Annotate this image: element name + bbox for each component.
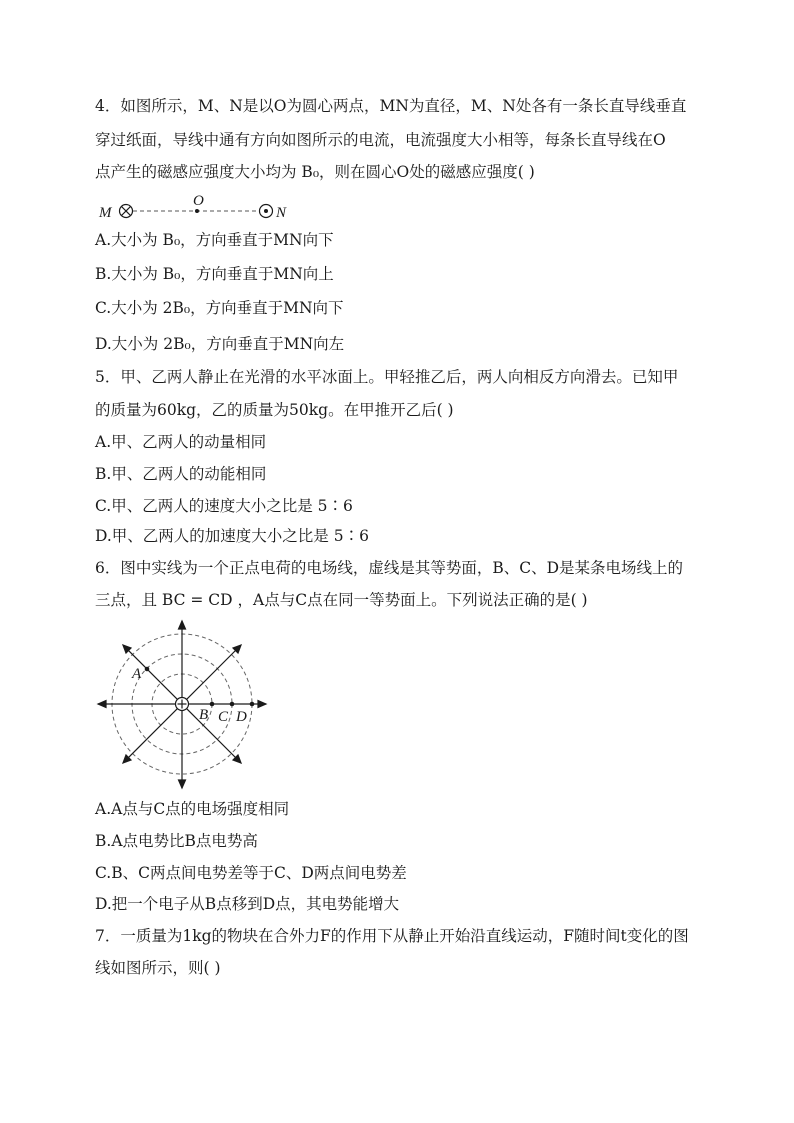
q6-point-b bbox=[210, 702, 215, 707]
q4-option-d[interactable]: D.大小为 2B₀，方向垂直于MN向左 bbox=[95, 335, 345, 353]
q4-center-point bbox=[195, 209, 199, 213]
q4-option-b[interactable]: B.大小为 B₀，方向垂直于MN向上 bbox=[95, 265, 334, 283]
q5-stem-line-2: 的质量为60kg，乙的质量为50kg。在甲推开乙后( ) bbox=[95, 401, 454, 419]
q6-fig-label-a: A bbox=[132, 666, 142, 682]
q4-stem-line-2: 穿过纸面，导线中通有方向如图所示的电流，电流强度大小相等，每条长直导线在O bbox=[95, 131, 666, 149]
q5-option-c[interactable]: C.甲、乙两人的速度大小之比是 5∶6 bbox=[95, 497, 353, 515]
q6-option-a[interactable]: A.A点与C点的电场强度相同 bbox=[95, 800, 290, 818]
q4-fig-label-m: M bbox=[99, 205, 112, 221]
q6-positive-charge-icon bbox=[176, 698, 189, 711]
q7-stem-line-2: 线如图所示，则( ) bbox=[95, 959, 221, 977]
q4-fig-label-o: O bbox=[193, 193, 204, 209]
q6-fig-label-d: D bbox=[236, 709, 247, 725]
q4-figure bbox=[95, 192, 295, 224]
q5-stem-line-1: 5．甲、乙两人静止在光滑的水平冰面上。甲轻推乙后，两人向相反方向滑去。已知甲 bbox=[95, 368, 679, 386]
q4-current-out-of-page-icon bbox=[260, 205, 273, 218]
q4-stem-line-1: 4．如图所示，M、N是以O为圆心两点，MN为直径，M、N处各有一条长直导线垂直 bbox=[95, 97, 687, 115]
q6-fig-label-c: C bbox=[218, 709, 229, 725]
q6-option-b[interactable]: B.A点电势比B点电势高 bbox=[95, 832, 258, 850]
q6-fig-label-b: B bbox=[199, 707, 209, 723]
q5-option-a[interactable]: A.甲、乙两人的动量相同 bbox=[95, 433, 267, 451]
q6-stem-line-2: 三点，且 BC = CD ，A点与C点在同一等势面上。下列说法正确的是( ) bbox=[95, 591, 588, 609]
q4-option-a[interactable]: A.大小为 B₀，方向垂直于MN向下 bbox=[95, 231, 334, 249]
q6-point-a bbox=[145, 667, 150, 672]
q6-stem-line-1: 6．图中实线为一个正点电荷的电场线，虚线是其等势面，B、C、D是某条电场线上的 bbox=[95, 559, 684, 577]
q4-stem-line-3: 点产生的磁感应强度大小均为 B₀，则在圆心O处的磁感应强度( ) bbox=[95, 163, 535, 181]
q7-stem-line-1: 7．一质量为1kg的物块在合外力F的作用下从静止开始沿直线运动，F随时间t变化的图 bbox=[95, 927, 689, 945]
q6-electric-field-figure bbox=[95, 618, 270, 790]
q6-point-d bbox=[250, 702, 255, 707]
q6-point-c bbox=[230, 702, 235, 707]
q4-option-c[interactable]: C.大小为 2B₀，方向垂直于MN向下 bbox=[95, 299, 344, 317]
q6-option-d[interactable]: D.把一个电子从B点移到D点，其电势能增大 bbox=[95, 895, 400, 913]
q5-option-d[interactable]: D.甲、乙两人的加速度大小之比是 5∶6 bbox=[95, 527, 369, 545]
q4-current-into-page-icon bbox=[120, 205, 133, 218]
q5-option-b[interactable]: B.甲、乙两人的动能相同 bbox=[95, 465, 267, 483]
q4-fig-label-n: N bbox=[276, 205, 287, 221]
q6-option-c[interactable]: C.B、C两点间电势差等于C、D两点间电势差 bbox=[95, 864, 407, 882]
